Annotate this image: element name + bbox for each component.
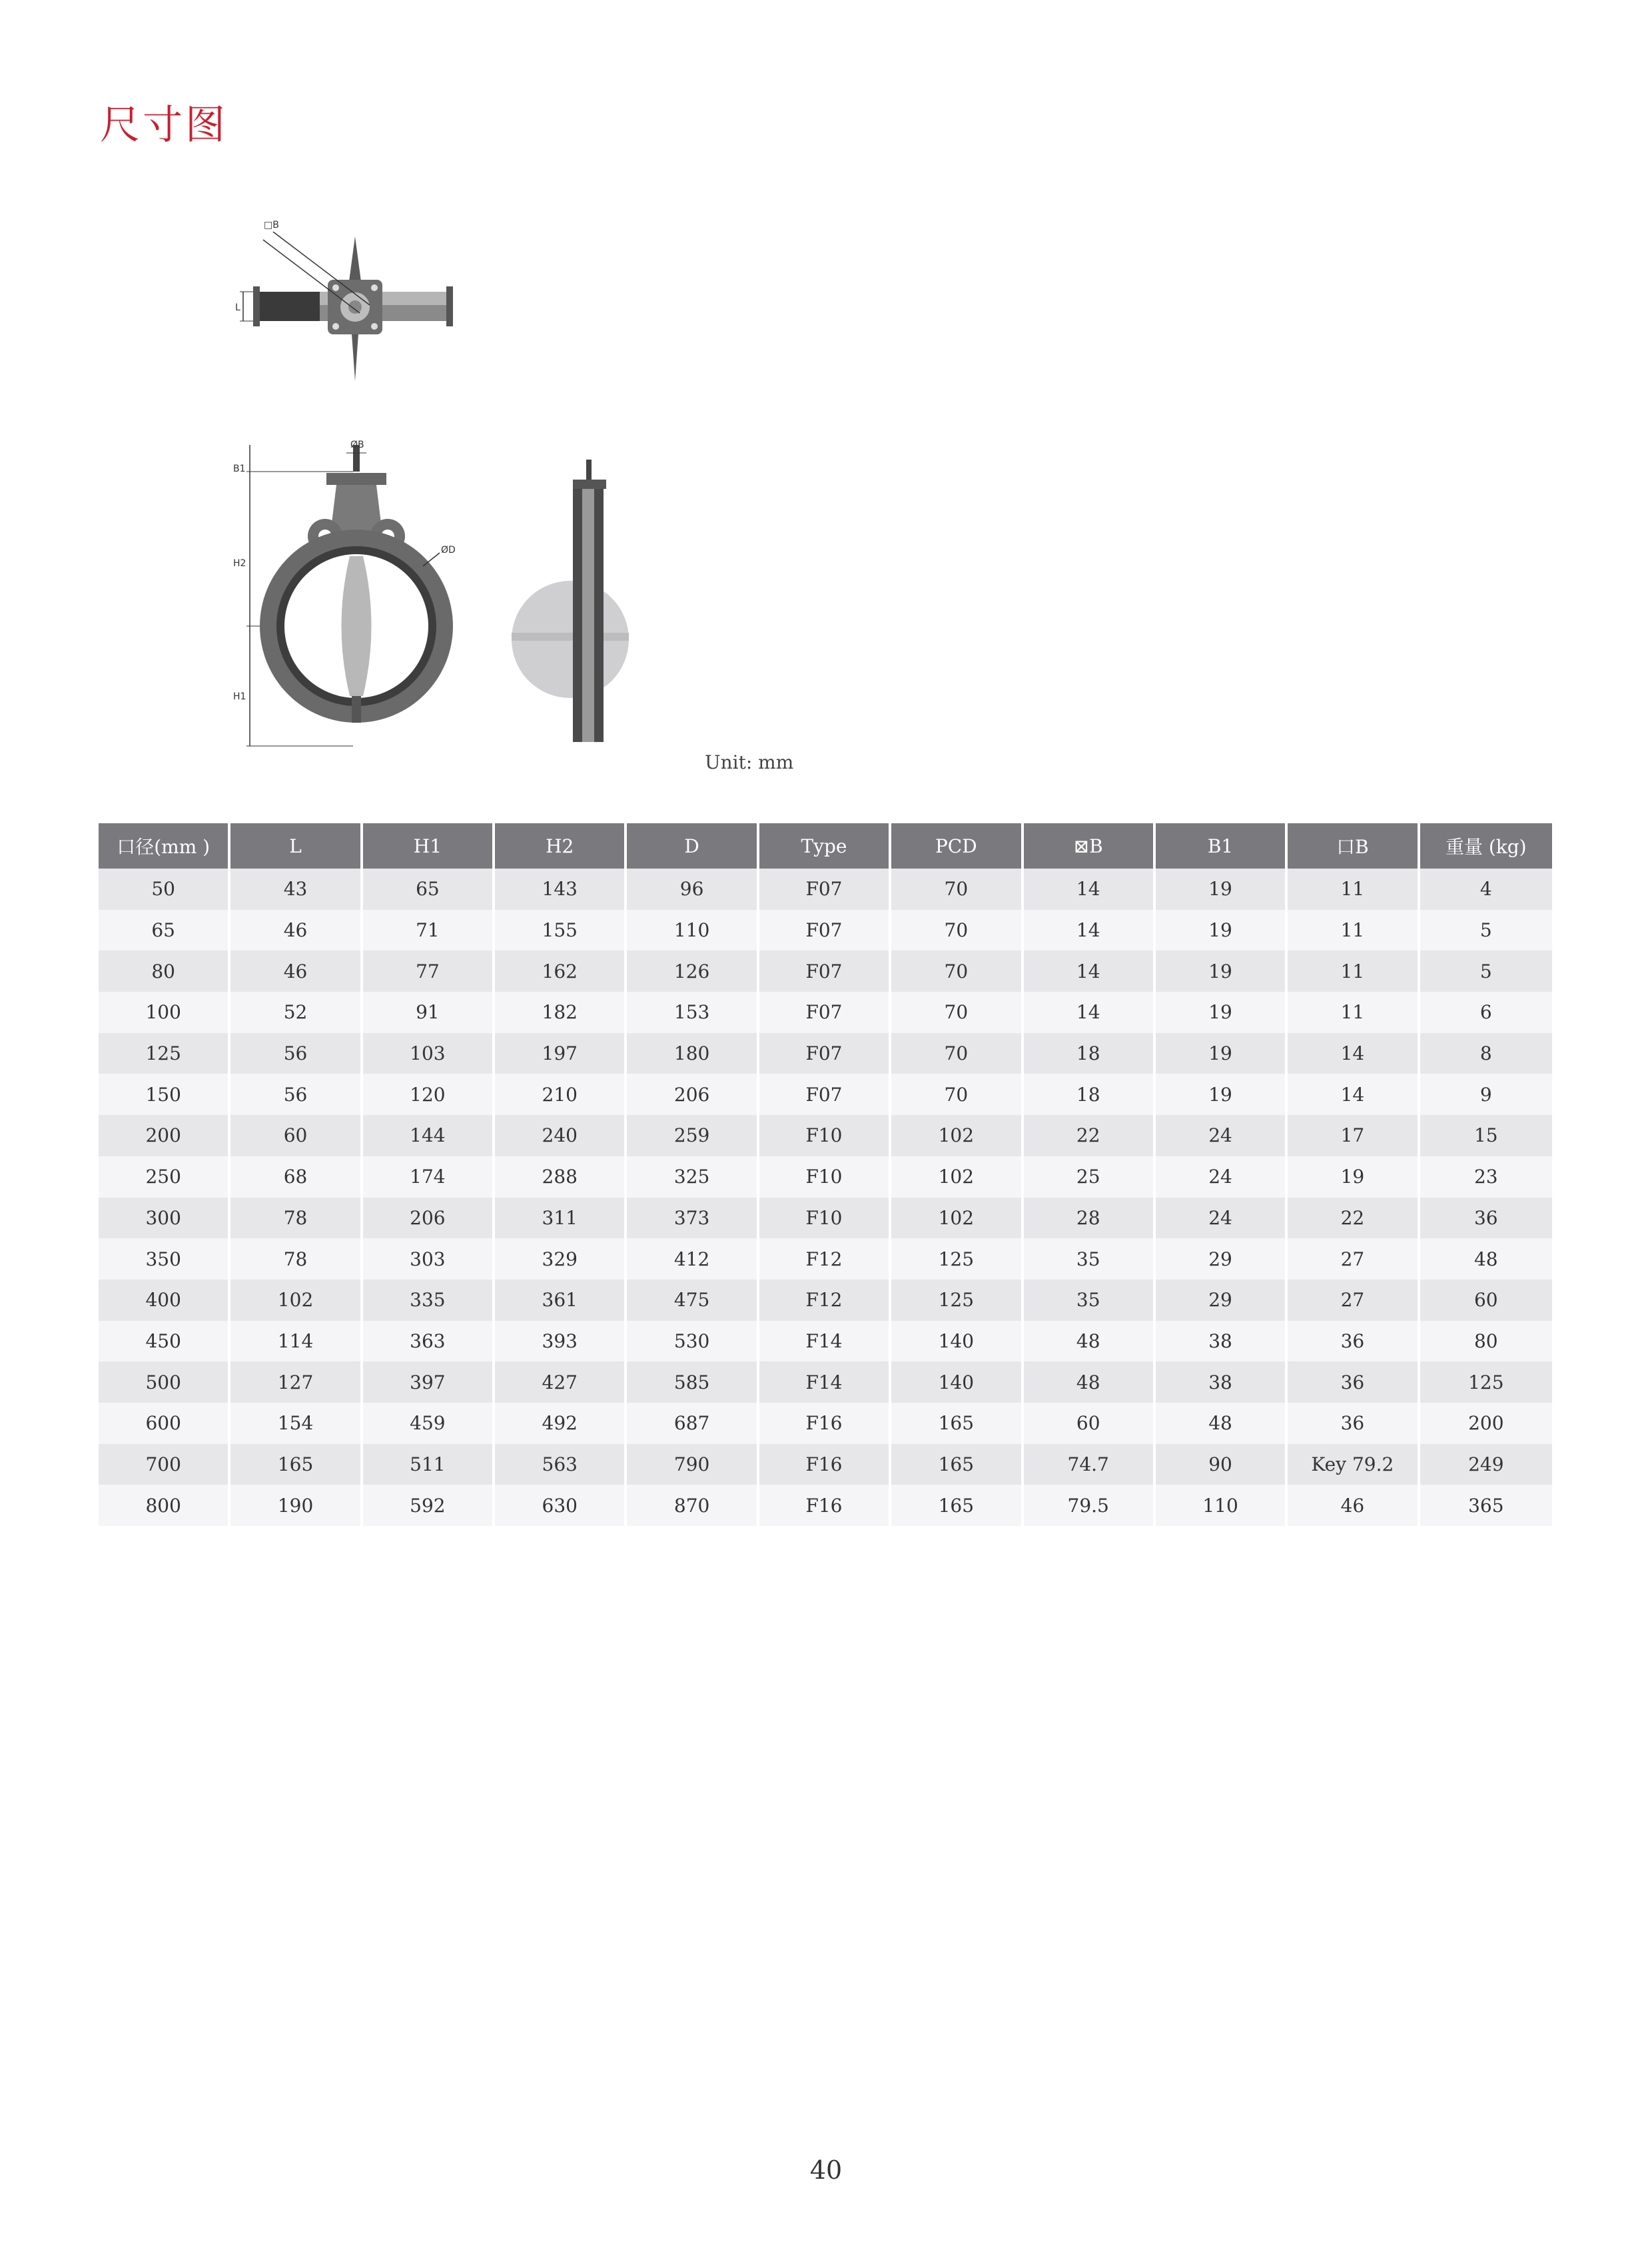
dimension-table — [99, 823, 1552, 1526]
table-cell: 259 — [627, 1115, 759, 1156]
table-cell: 249 — [1420, 1444, 1552, 1485]
table-cell: 500 — [99, 1361, 230, 1403]
table-cell: 27 — [1288, 1238, 1420, 1280]
table-cell: F16 — [759, 1403, 891, 1444]
table-cell: 600 — [99, 1403, 230, 1444]
table-cell: 870 — [627, 1485, 759, 1526]
table-cell: 150 — [99, 1074, 230, 1115]
table-cell: 365 — [1420, 1485, 1552, 1526]
header-cell: Type — [759, 823, 891, 869]
table-cell: 206 — [627, 1074, 759, 1115]
table-cell: 250 — [99, 1156, 230, 1198]
table-cell: 102 — [891, 1198, 1023, 1239]
table-cell: 48 — [1024, 1321, 1156, 1362]
table-cell: 74.7 — [1024, 1444, 1156, 1485]
table-cell: 127 — [230, 1361, 362, 1403]
table-cell: 14 — [1024, 950, 1156, 992]
table-cell: F10 — [759, 1198, 891, 1239]
table-cell: 14 — [1024, 869, 1156, 910]
table-cell: 427 — [495, 1361, 627, 1403]
table-cell: 400 — [99, 1280, 230, 1321]
table-cell: 102 — [891, 1115, 1023, 1156]
table-cell: 103 — [363, 1033, 495, 1074]
table-cell: F12 — [759, 1280, 891, 1321]
header-cell: 口B — [1288, 823, 1420, 869]
table-cell: 43 — [230, 869, 362, 910]
table-cell: 120 — [363, 1074, 495, 1115]
table-cell: 14 — [1024, 910, 1156, 951]
header-cell: B1 — [1156, 823, 1288, 869]
table-cell: 56 — [230, 1074, 362, 1115]
table-cell: 200 — [1420, 1403, 1552, 1444]
table-cell: 300 — [99, 1198, 230, 1239]
table-row — [99, 1238, 1552, 1280]
label-square-b: □B — [264, 220, 279, 230]
table-cell: 38 — [1156, 1321, 1288, 1362]
table-cell: 311 — [495, 1198, 627, 1239]
table-cell: 29 — [1156, 1238, 1288, 1280]
table-cell: F14 — [759, 1321, 891, 1362]
table-cell: 165 — [891, 1485, 1023, 1526]
table-cell: 50 — [99, 869, 230, 910]
table-cell: 46 — [1288, 1485, 1420, 1526]
table-cell: 11 — [1288, 910, 1420, 951]
label-l: L — [235, 302, 240, 313]
table-cell: 630 — [495, 1485, 627, 1526]
table-cell: 110 — [627, 910, 759, 951]
header-cell: H1 — [363, 823, 495, 869]
page-title: 尺寸图 — [100, 102, 228, 149]
table-cell: 363 — [363, 1321, 495, 1362]
table-row — [99, 1280, 1552, 1321]
table-cell: 9 — [1420, 1074, 1552, 1115]
table-cell: 350 — [99, 1238, 230, 1280]
table-cell: 96 — [627, 869, 759, 910]
table-cell: 373 — [627, 1198, 759, 1239]
table-row — [99, 1485, 1552, 1526]
table-cell: 325 — [627, 1156, 759, 1198]
table-cell: 70 — [891, 950, 1023, 992]
table-cell: 110 — [1156, 1485, 1288, 1526]
table-cell: 303 — [363, 1238, 495, 1280]
table-cell: F07 — [759, 869, 891, 910]
table-row — [99, 950, 1552, 992]
header-cell: L — [230, 823, 362, 869]
table-cell: 114 — [230, 1321, 362, 1362]
table-cell: 65 — [363, 869, 495, 910]
table-cell: 5 — [1420, 950, 1552, 992]
table-cell: 126 — [627, 950, 759, 992]
table-cell: Key 79.2 — [1288, 1444, 1420, 1485]
table-cell: 46 — [230, 910, 362, 951]
table-cell: 412 — [627, 1238, 759, 1280]
table-cell: 125 — [1420, 1361, 1552, 1403]
table-cell: 397 — [363, 1361, 495, 1403]
table-cell: 700 — [99, 1444, 230, 1485]
table-row — [99, 1156, 1552, 1198]
table-cell: 19 — [1156, 910, 1288, 951]
label-dia-d: ØD — [441, 545, 456, 556]
table-cell: 78 — [230, 1198, 362, 1239]
table-cell: 143 — [495, 869, 627, 910]
table-cell: 19 — [1156, 869, 1288, 910]
table-row — [99, 1033, 1552, 1074]
table-cell: 450 — [99, 1321, 230, 1362]
table-row — [99, 1403, 1552, 1444]
side-view-drawing — [506, 453, 639, 759]
table-cell: 23 — [1420, 1156, 1552, 1198]
table-cell: 329 — [495, 1238, 627, 1280]
table-cell: 77 — [363, 950, 495, 992]
label-dia-b: ØB — [350, 440, 364, 450]
table-cell: 71 — [363, 910, 495, 951]
table-cell: 511 — [363, 1444, 495, 1485]
table-cell: 5 — [1420, 910, 1552, 951]
table-cell: 19 — [1288, 1156, 1420, 1198]
table-cell: 80 — [1420, 1321, 1552, 1362]
table-cell: 36 — [1288, 1403, 1420, 1444]
table-cell: 530 — [627, 1321, 759, 1362]
table-cell: 19 — [1156, 1074, 1288, 1115]
table-cell: 200 — [99, 1115, 230, 1156]
table-cell: 393 — [495, 1321, 627, 1362]
table-cell: 125 — [891, 1238, 1023, 1280]
table-cell: 592 — [363, 1485, 495, 1526]
table-row — [99, 992, 1552, 1033]
table-cell: 165 — [891, 1403, 1023, 1444]
table-cell: 125 — [891, 1280, 1023, 1321]
table-header-row — [99, 823, 1552, 869]
table-cell: 585 — [627, 1361, 759, 1403]
table-cell: 80 — [99, 950, 230, 992]
table-cell: 361 — [495, 1280, 627, 1321]
table-cell: 48 — [1024, 1361, 1156, 1403]
table-cell: F07 — [759, 1074, 891, 1115]
table-cell: 65 — [99, 910, 230, 951]
table-cell: 35 — [1024, 1280, 1156, 1321]
table-cell: 144 — [363, 1115, 495, 1156]
header-cell: 口径(mm ) — [99, 823, 230, 869]
table-cell: 48 — [1420, 1238, 1552, 1280]
front-view-drawing — [220, 433, 500, 766]
table-cell: 29 — [1156, 1280, 1288, 1321]
table-cell: 18 — [1024, 1074, 1156, 1115]
table-cell: F16 — [759, 1444, 891, 1485]
table-cell: 90 — [1156, 1444, 1288, 1485]
table-row — [99, 869, 1552, 910]
table-cell: 79.5 — [1024, 1485, 1156, 1526]
unit-label: Unit: mm — [705, 751, 794, 773]
table-cell: 11 — [1288, 950, 1420, 992]
table-cell: 102 — [891, 1156, 1023, 1198]
table-cell: 91 — [363, 992, 495, 1033]
header-cell: ⊠B — [1024, 823, 1156, 869]
table-cell: 19 — [1156, 950, 1288, 992]
table-cell: 22 — [1288, 1198, 1420, 1239]
header-cell: H2 — [495, 823, 627, 869]
table-cell: 78 — [230, 1238, 362, 1280]
table-cell: 22 — [1024, 1115, 1156, 1156]
table-cell: 70 — [891, 869, 1023, 910]
table-cell: F07 — [759, 992, 891, 1033]
header-cell: D — [627, 823, 759, 869]
table-cell: 102 — [230, 1280, 362, 1321]
label-h1: H1 — [233, 691, 246, 702]
table-cell: 206 — [363, 1198, 495, 1239]
table-cell: 8 — [1420, 1033, 1552, 1074]
table-cell: 52 — [230, 992, 362, 1033]
table-row — [99, 1115, 1552, 1156]
table-cell: 38 — [1156, 1361, 1288, 1403]
table-cell: 56 — [230, 1033, 362, 1074]
table-cell: 36 — [1288, 1361, 1420, 1403]
table-cell: 28 — [1024, 1198, 1156, 1239]
table-row — [99, 1361, 1552, 1403]
table-cell: 17 — [1288, 1115, 1420, 1156]
table-cell: 14 — [1024, 992, 1156, 1033]
table-cell: F10 — [759, 1156, 891, 1198]
table-cell: 165 — [230, 1444, 362, 1485]
table-cell: 335 — [363, 1280, 495, 1321]
table-cell: 14 — [1288, 1033, 1420, 1074]
table-cell: 24 — [1156, 1198, 1288, 1239]
table-cell: F10 — [759, 1115, 891, 1156]
table-cell: 174 — [363, 1156, 495, 1198]
table-cell: 70 — [891, 992, 1023, 1033]
table-cell: 25 — [1024, 1156, 1156, 1198]
table-cell: 154 — [230, 1403, 362, 1444]
label-b1: B1 — [233, 464, 246, 474]
table-cell: 15 — [1420, 1115, 1552, 1156]
table-cell: 18 — [1024, 1033, 1156, 1074]
table-cell: 140 — [891, 1361, 1023, 1403]
table-cell: 68 — [230, 1156, 362, 1198]
table-cell: 197 — [495, 1033, 627, 1074]
table-cell: 24 — [1156, 1115, 1288, 1156]
table-cell: F12 — [759, 1238, 891, 1280]
table-cell: F07 — [759, 1033, 891, 1074]
table-cell: 60 — [230, 1115, 362, 1156]
table-cell: 36 — [1420, 1198, 1552, 1239]
table-cell: 800 — [99, 1485, 230, 1526]
table-cell: 210 — [495, 1074, 627, 1115]
table-cell: 60 — [1420, 1280, 1552, 1321]
table-cell: 70 — [891, 1074, 1023, 1115]
table-cell: 180 — [627, 1033, 759, 1074]
header-cell: PCD — [891, 823, 1023, 869]
table-cell: 153 — [627, 992, 759, 1033]
table-cell: 190 — [230, 1485, 362, 1526]
table-cell: 46 — [230, 950, 362, 992]
label-h2: H2 — [233, 558, 246, 569]
table-cell: 70 — [891, 1033, 1023, 1074]
table-cell: 19 — [1156, 992, 1288, 1033]
table-cell: 687 — [627, 1403, 759, 1444]
table-cell: 125 — [99, 1033, 230, 1074]
table-cell: 27 — [1288, 1280, 1420, 1321]
table-cell: 24 — [1156, 1156, 1288, 1198]
table-row — [99, 1074, 1552, 1115]
table-cell: 459 — [363, 1403, 495, 1444]
table-row — [99, 1198, 1552, 1239]
table-cell: 492 — [495, 1403, 627, 1444]
table-cell: 162 — [495, 950, 627, 992]
table-cell: 155 — [495, 910, 627, 951]
table-cell: 100 — [99, 992, 230, 1033]
table-cell: 790 — [627, 1444, 759, 1485]
table-cell: 563 — [495, 1444, 627, 1485]
table-cell: 140 — [891, 1321, 1023, 1362]
table-cell: 11 — [1288, 869, 1420, 910]
table-cell: 6 — [1420, 992, 1552, 1033]
table-cell: F14 — [759, 1361, 891, 1403]
table-cell: F07 — [759, 910, 891, 951]
table-cell: 165 — [891, 1444, 1023, 1485]
table-cell: 475 — [627, 1280, 759, 1321]
table-cell: 288 — [495, 1156, 627, 1198]
table-cell: 4 — [1420, 869, 1552, 910]
table-cell: 11 — [1288, 992, 1420, 1033]
header-cell: 重量 (kg) — [1420, 823, 1552, 869]
table-cell: 70 — [891, 910, 1023, 951]
table-cell: F16 — [759, 1485, 891, 1526]
table-cell: 36 — [1288, 1321, 1420, 1362]
table-cell: 19 — [1156, 1033, 1288, 1074]
table-cell: F07 — [759, 950, 891, 992]
table-cell: 35 — [1024, 1238, 1156, 1280]
table-cell: 60 — [1024, 1403, 1156, 1444]
top-view-drawing — [226, 213, 480, 386]
table-cell: 240 — [495, 1115, 627, 1156]
table-row — [99, 1444, 1552, 1485]
table-cell: 14 — [1288, 1074, 1420, 1115]
page-number: 40 — [809, 2155, 843, 2185]
table-cell: 48 — [1156, 1403, 1288, 1444]
table-row — [99, 910, 1552, 951]
table-cell: 182 — [495, 992, 627, 1033]
table-row — [99, 1321, 1552, 1362]
